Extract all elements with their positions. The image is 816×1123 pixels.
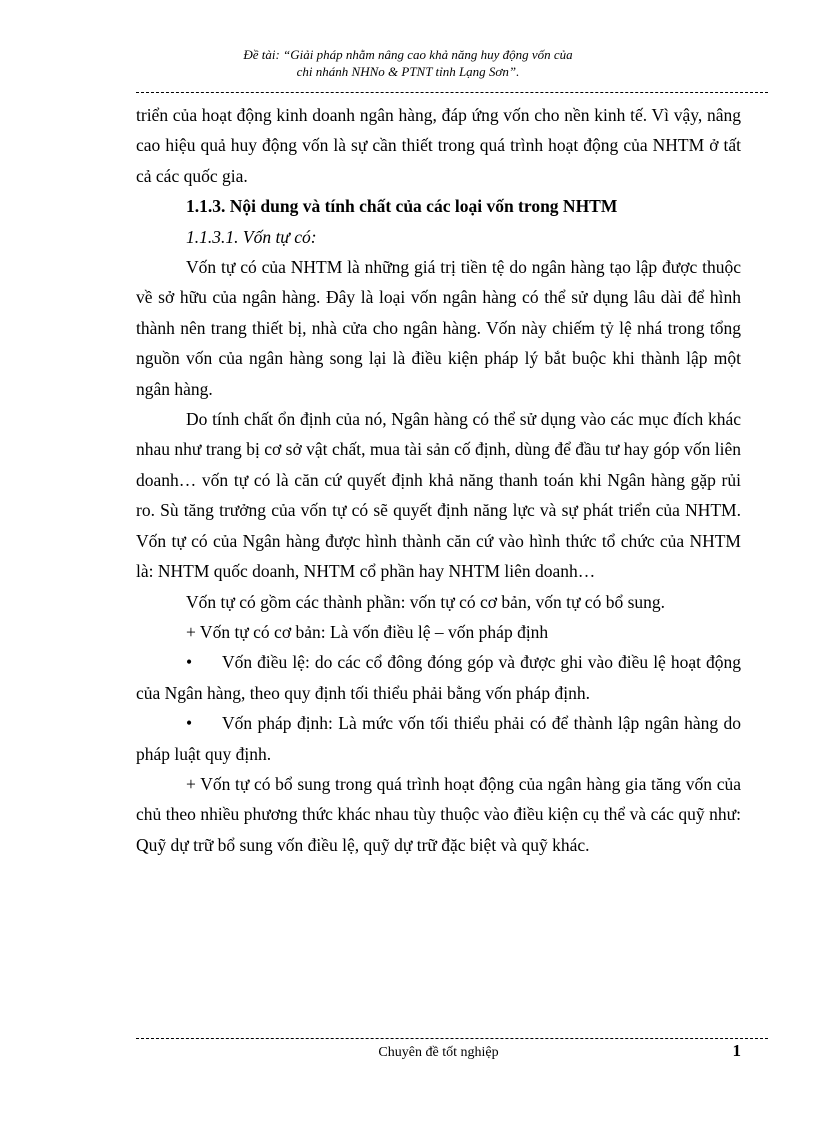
- bullet-text: Vốn pháp định: Là mức vốn tối thiểu phải có để thành lập ngân hàng do pháp luật quy định.: [136, 713, 741, 764]
- footer-divider: [136, 1038, 768, 1039]
- paragraph: + Vốn tự có cơ bản: Là vốn điều lệ – vốn pháp định: [186, 621, 549, 642]
- header-line-1: Đề tài: “Giải pháp nhằm nâng cao khả năng huy động vốn của: [243, 47, 573, 62]
- bullet-icon: •: [186, 713, 193, 734]
- paragraph-continuation: triển của hoạt động kinh doanh ngân hàng, đáp ứng vốn cho nền kinh tế. Vì vậy, nâng cao hiệu quả huy động vốn là sự cần thiết trong quá trình hoạt động của NHTM ở tất cả các quốc gia.: [136, 105, 741, 186]
- document-body: [136, 100, 741, 860]
- bullet-text: Vốn điều lệ: do các cổ đông đóng góp và được ghi vào điều lệ hoạt động của Ngân hàng, theo quy định tối thiểu phải bằng vốn pháp định.: [136, 652, 741, 703]
- paragraph: Do tính chất ổn định của nó, Ngân hàng có thể sử dụng vào các mục đích khác nhau như trang bị cơ sở vật chất, mua tài sản cố định, dùng để đầu tư hay góp vốn liên doanh… vốn tự có là căn cứ quyết định khả năng thanh toán khi Ngân hàng gặp rủi ro. Sù tăng trưởng của vốn tự có sẽ quyết định năng lực và sự phát triển của NHTM. Vốn tự có của Ngân hàng được hình thành căn cứ vào hình thức tổ chức của NHTM là: NHTM quốc doanh, NHTM cổ phần hay NHTM liên doanh…: [136, 409, 741, 582]
- bullet-icon: •: [186, 652, 193, 673]
- subsection-heading: 1.1.3.1. Vốn tự có:: [186, 226, 317, 247]
- header-divider: [136, 92, 768, 93]
- bullet-item: [136, 647, 741, 708]
- section-heading: 1.1.3. Nội dung và tính chất của các loại vốn trong NHTM: [186, 196, 618, 217]
- page-number: 1: [732, 1041, 741, 1060]
- paragraph: + Vốn tự có bổ sung trong quá trình hoạt động của ngân hàng gia tăng vốn của chủ theo nhiều phương thức khác nhau tùy thuộc vào điều kiện cụ thể và các quỹ như: Quỹ dự trữ bổ sung vốn điều lệ, quỹ dự trữ đặc biệt và quỹ khác.: [136, 773, 741, 855]
- footer-title: Chuyên đề tốt nghiệp: [378, 1045, 499, 1060]
- header-line-2: chi nhánh NHNo & PTNT tỉnh Lạng Sơn”.: [296, 64, 520, 79]
- page-header: [0, 46, 816, 80]
- bullet-item: [136, 708, 741, 769]
- paragraph: Vốn tự có gồm các thành phần: vốn tự có cơ bản, vốn tự có bổ sung.: [186, 591, 666, 612]
- paragraph: Vốn tự có của NHTM là những giá trị tiền tệ do ngân hàng tạo lập được thuộc về sở hữu của ngân hàng. Đây là loại vốn ngân hàng có thể sử dụng lâu dài để hình thành nên trang thiết bị, nhà cửa cho ngân hàng. Vốn này chiếm tỷ lệ nhá trong tổng nguồn vốn của ngân hàng song lại là điều kiện pháp lý bắt buộc khi thành lập một ngân hàng.: [136, 257, 741, 399]
